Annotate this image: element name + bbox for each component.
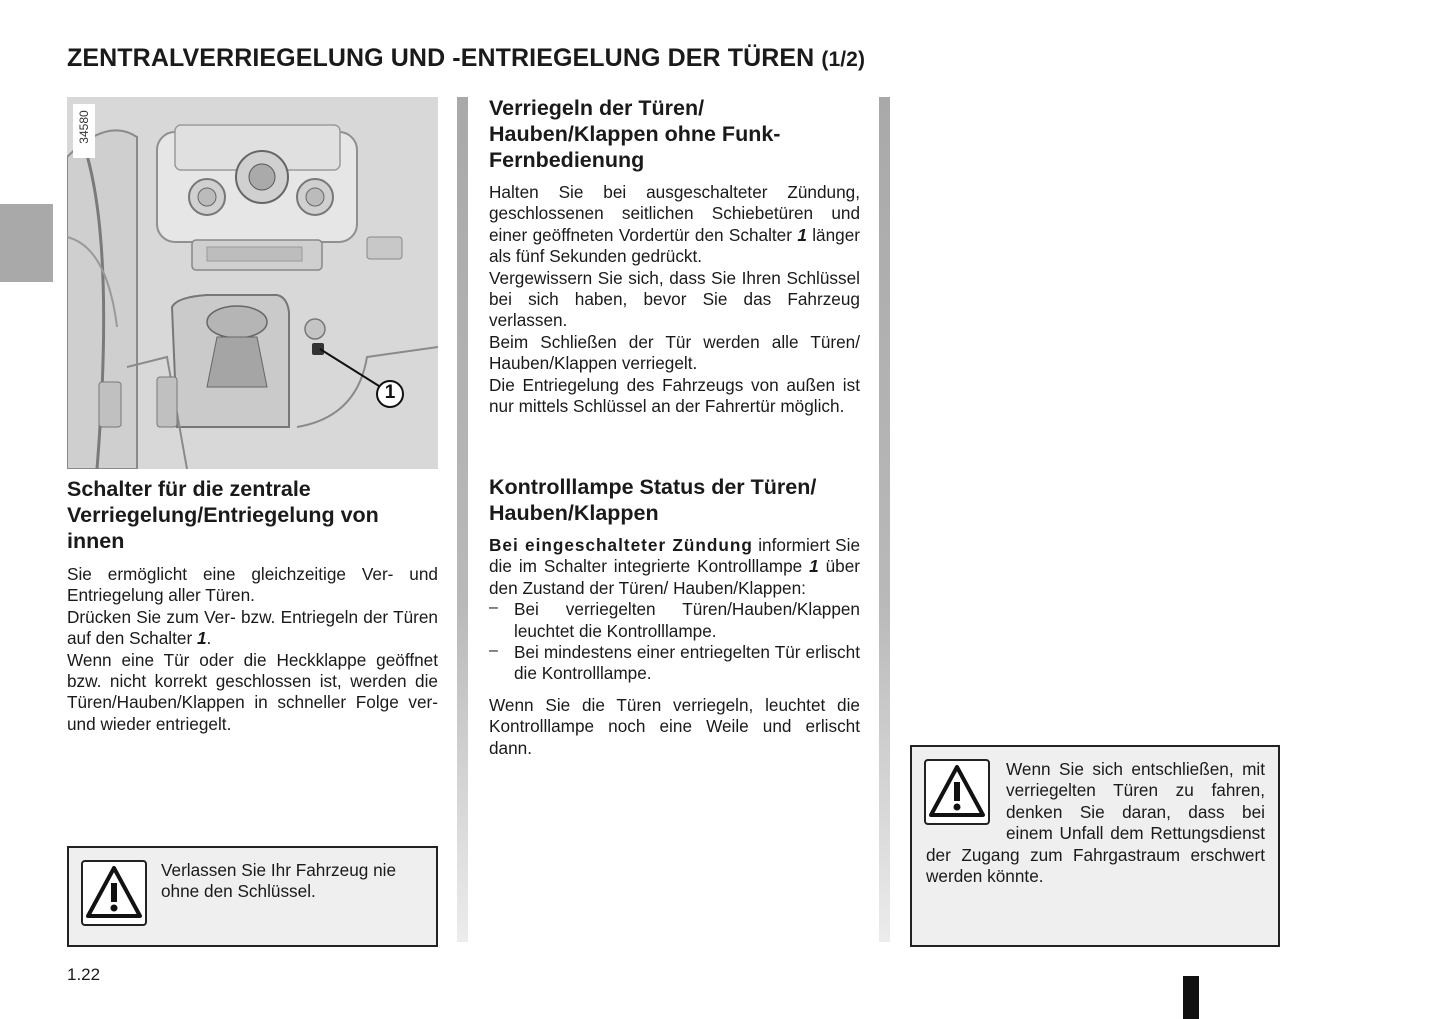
- list-item: – Bei verriegelten Türen/Hauben/Klappen leuchtet die Kontrolllampe.: [489, 599, 860, 641]
- middle-column-section2: [489, 474, 860, 759]
- warning-text: Verlassen Sie Ihr Fahrzeug nie ohne den Schlüssel.: [161, 860, 397, 902]
- page-edge-marker: [1183, 976, 1199, 1019]
- section-heading-no-remote: Verriegeln der Türen/ Hauben/Klappen ohne Funk-Fernbedienung: [489, 96, 781, 172]
- paragraph: Halten Sie bei ausgeschalteter Zündung, geschlossenen seitlichen Schiebetüren und einer geöffneten Vordertür den Schalter 1 länger als fünf Sekunden gedrückt.: [489, 182, 860, 267]
- left-column: [67, 476, 438, 735]
- paragraph: Sie ermöglicht eine gleichzeitige Ver- und Entriegelung aller Türen.: [67, 564, 438, 606]
- warning-box-locked-doors: [910, 745, 1280, 947]
- illustration-code: 34580: [73, 104, 95, 158]
- paragraph: Wenn Sie die Türen verriegeln, leuchtet die Kontrolllampe noch eine Weile und erlischt dann.: [489, 694, 860, 758]
- dashboard-illustration: [67, 97, 438, 469]
- warning-icon: [81, 860, 147, 926]
- paragraph: Die Entriegelung des Fahrzeugs von außen ist nur mittels Schlüssel an der Fahrertür möglich.: [489, 374, 860, 417]
- section-heading-indicator: Kontrolllampe Status der Türen/ Hauben/Klappen: [489, 475, 817, 525]
- paragraph: Bei eingeschalteter Zündung informiert Sie die im Schalter integrierte Kontrolllampe 1 über den Zustand der Türen/ Hauben/Klappen:: [489, 535, 860, 598]
- paragraph: Vergewissern Sie sich, dass Sie Ihren Schlüssel bei sich haben, bevor Sie das Fahrzeug verlassen.: [489, 267, 860, 331]
- list-item: – Bei mindestens einer entriegelten Tür erlischt die Kontrolllampe.: [489, 642, 860, 684]
- paragraph: Beim Schließen der Tür werden alle Türen/ Hauben/Klappen verriegelt.: [489, 331, 860, 374]
- column-divider: [879, 97, 890, 942]
- switch-reference: 1: [797, 224, 807, 245]
- dashboard-drawing: [67, 97, 438, 469]
- switch-reference: 1: [196, 628, 207, 649]
- paragraph: Drücken Sie zum Ver- bzw. Entriegeln der Türen auf den Schalter 1.: [67, 606, 438, 649]
- page-number: 1.22: [67, 965, 101, 984]
- warning-box-key: [67, 846, 438, 947]
- callout-number: 1: [384, 382, 396, 403]
- paragraph: Wenn eine Tür oder die Heckklappe geöffnet bzw. nicht korrekt geschlossen ist, werden die Türen/Hauben/Klappen in schneller Folge ver- und wieder entriegelt.: [67, 649, 438, 734]
- page-title: ZENTRALVERRIEGELUNG UND -ENTRIEGELUNG DER TÜREN (1/2): [67, 44, 866, 72]
- warning-text: Wenn Sie sich entschließen, mit verriegelten Türen zu fahren, denken Sie daran, dass bei einem Unfall dem Rettungsdienst der Zugang zum Fahrgastraum erschwert werden könnte.: [926, 759, 1265, 887]
- title-part: (1/2): [821, 48, 866, 71]
- middle-column: [489, 95, 860, 417]
- column-divider: [457, 97, 468, 942]
- switch-reference: 1: [809, 556, 819, 577]
- section-heading-switch: Schalter für die zentrale Verriegelung/Entriegelung von innen: [67, 477, 379, 553]
- section-tab-marker: [0, 204, 53, 282]
